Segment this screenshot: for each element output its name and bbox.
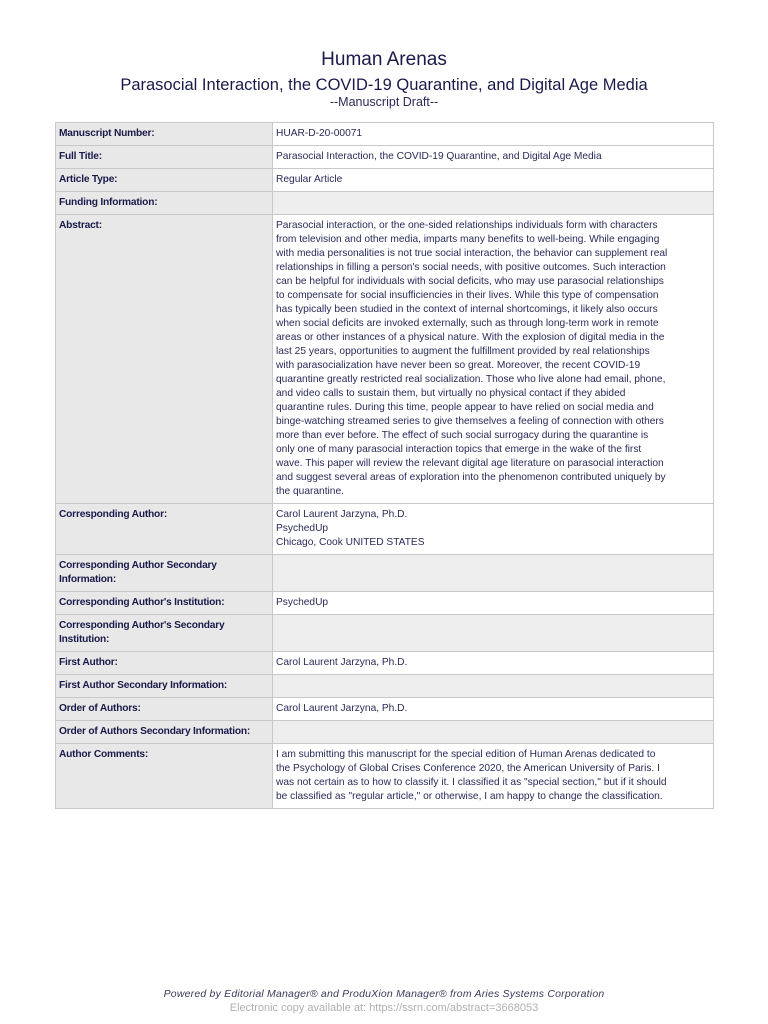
field-value-line: Carol Laurent Jarzyna, Ph.D. <box>276 509 408 520</box>
field-value-line: was not certain as to how to classify it. I classified it as "special section," but if it should <box>276 777 667 788</box>
field-value <box>273 675 714 698</box>
metadata-row <box>56 744 714 809</box>
field-value-line: areas or other instances of a physical nature. With the explosion of digital media in the <box>276 332 665 343</box>
field-value-line: quarantine greatly restricted real socialization. Those who live alone had email, phone, <box>276 374 666 385</box>
metadata-row <box>56 592 714 615</box>
powered-by-text: Powered by Editorial Manager® and ProduXion Manager® from Aries Systems Corporation <box>163 988 605 1000</box>
field-value <box>273 123 714 146</box>
field-label: Corresponding Author's Secondary Institution: <box>56 615 273 652</box>
field-label: Article Type: <box>56 169 273 192</box>
field-value-line: from television and other media, imparts many benefits to well-being. While engaging <box>276 234 660 245</box>
field-value-line: more than ever before. The effect of such social surrogacy during the quarantine is <box>276 430 649 441</box>
field-value-line: last 25 years, opportunities to augment the fulfillment provided by real relationships <box>276 346 650 357</box>
metadata-table-body <box>56 123 714 809</box>
field-value <box>273 592 714 615</box>
field-value-line: to compensate for social insufficiencies in their lives. While this type of compensation <box>276 290 659 301</box>
field-value <box>273 652 714 675</box>
metadata-row <box>56 146 714 169</box>
manuscript-metadata-table <box>55 122 714 809</box>
metadata-row <box>56 615 714 652</box>
field-label: Corresponding Author's Institution: <box>56 592 273 615</box>
journal-title: Human Arenas <box>321 49 447 70</box>
field-value-line: HUAR-D-20-00071 <box>276 128 363 139</box>
field-value-line: be classified as "regular article," or otherwise, I am happy to change the classification. <box>276 791 663 802</box>
field-label: Corresponding Author Secondary Information: <box>56 555 273 592</box>
field-value-line: and video calls to sustain them, but virtually no physical contact if they abided <box>276 388 626 399</box>
metadata-row <box>56 675 714 698</box>
field-value-line: Parasocial Interaction, the COVID-19 Quarantine, and Digital Age Media <box>276 151 602 162</box>
field-value-line: PsychedUp <box>276 597 329 608</box>
field-label: Abstract: <box>56 215 273 504</box>
article-title: Parasocial Interaction, the COVID-19 Quarantine, and Digital Age Media <box>120 76 648 94</box>
field-label: Author Comments: <box>56 744 273 809</box>
field-value <box>273 504 714 555</box>
metadata-row <box>56 504 714 555</box>
field-value-line: quarantine rules. During this time, people appear to have relied on social media and <box>276 402 654 413</box>
document-footer <box>0 987 768 1015</box>
field-value-line: Regular Article <box>276 174 343 185</box>
field-value-line: with media personalities is not true social interaction, the behavior can supplement real <box>276 248 668 259</box>
field-value <box>273 744 714 809</box>
field-value-line: the Psychology of Global Crises Conference 2020, the American University of Paris. I <box>276 763 660 774</box>
field-value <box>273 721 714 744</box>
field-value-line: Carol Laurent Jarzyna, Ph.D. <box>276 703 408 714</box>
field-label: Corresponding Author: <box>56 504 273 555</box>
field-value <box>273 698 714 721</box>
field-value-line: the quarantine. <box>276 486 344 497</box>
field-value-line: I am submitting this manuscript for the special edition of Human Arenas dedicated to <box>276 749 656 760</box>
field-value-line: wave. This paper will review the relevant digital age literature on parasocial interaction <box>276 458 664 469</box>
metadata-row <box>56 192 714 215</box>
metadata-row <box>56 215 714 504</box>
metadata-row <box>56 652 714 675</box>
field-value-line: Carol Laurent Jarzyna, Ph.D. <box>276 657 408 668</box>
metadata-row <box>56 123 714 146</box>
field-label: First Author Secondary Information: <box>56 675 273 698</box>
field-value-line: has typically been studied in the context of internal shortcomings, it likely also occurs <box>276 304 658 315</box>
ssrn-watermark: Electronic copy available at: https://ssrn.com/abstract=3668053 <box>229 1002 539 1014</box>
metadata-row <box>56 721 714 744</box>
field-value-line: Chicago, Cook UNITED STATES <box>276 537 425 548</box>
draft-label: --Manuscript Draft-- <box>329 95 439 109</box>
field-value <box>273 146 714 169</box>
field-value-line: with parasocialization have never been so great. Moreover, the recent COVID-19 <box>276 360 641 371</box>
document-header <box>0 48 768 109</box>
field-label: Manuscript Number: <box>56 123 273 146</box>
field-value-line: only one of many parasocial interaction topics that emerge in the wake of the first <box>276 444 642 455</box>
field-value <box>273 555 714 592</box>
metadata-row <box>56 169 714 192</box>
field-value-line: and suggest several areas of exploration into the phenomenon contributed uniquely by <box>276 472 666 483</box>
field-value <box>273 169 714 192</box>
field-value <box>273 215 714 504</box>
field-label: Funding Information: <box>56 192 273 215</box>
field-value-line: relationships in filling a person's social needs, with positive outcomes. Such interaction <box>276 262 666 273</box>
field-label: First Author: <box>56 652 273 675</box>
metadata-row <box>56 555 714 592</box>
field-value-line: binge-watching streamed series to give themselves a feeling of connection with others <box>276 416 664 427</box>
field-value-line: PsychedUp <box>276 523 329 534</box>
field-label: Order of Authors: <box>56 698 273 721</box>
field-value-line: Parasocial interaction, or the one-sided relationships individuals form with characters <box>276 220 658 231</box>
field-value <box>273 192 714 215</box>
field-value <box>273 615 714 652</box>
field-label: Full Title: <box>56 146 273 169</box>
field-label: Order of Authors Secondary Information: <box>56 721 273 744</box>
field-value-line: can be helpful for individuals with social deficits, who may use parasocial relationships <box>276 276 664 287</box>
field-value-line: when social deficits are invoked externally, such as through long-term work in remote <box>276 318 659 329</box>
metadata-row <box>56 698 714 721</box>
